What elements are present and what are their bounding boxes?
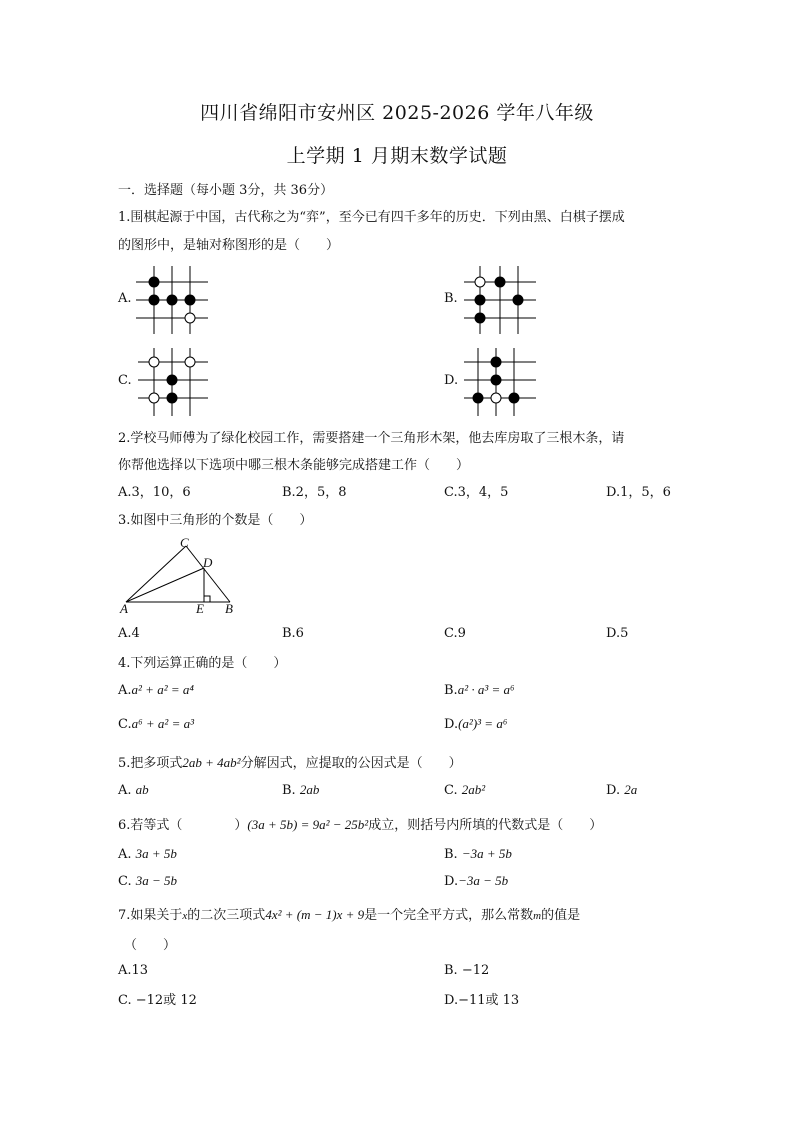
q1-option-b-label: B. xyxy=(444,291,458,306)
q5-option-b: B. 2ab xyxy=(282,782,320,798)
q4-option-b: B.a² · a³ = a⁶ xyxy=(444,682,515,698)
q2-option-c: C.3，4，5 xyxy=(444,485,509,500)
q5-option-a: A. ab xyxy=(118,782,149,798)
q7-stem: 7.如果关于x的二次三项式4x² + (m − 1)x + 9是一个完全平方式，那么常数m的值是 xyxy=(118,907,581,923)
label-c: C xyxy=(180,535,189,550)
label-b: B xyxy=(225,601,233,616)
q7-option-b: B. −12 xyxy=(444,963,490,978)
q3-option-d: D.5 xyxy=(606,626,629,641)
q6-stem: 6.若等式（ ）(3a + 5b) = 9a² − 25b²成立，则括号内所填的代数式是（ ） xyxy=(118,817,603,833)
label-e: E xyxy=(196,601,204,616)
q7-option-d: D.−11或 13 xyxy=(444,993,520,1008)
go-board-d xyxy=(462,346,538,418)
q6-option-b: B. −3a + 5b xyxy=(444,846,512,862)
label-a: A xyxy=(120,601,128,616)
q2-stem-line1: 2.学校马师傅为了绿化校园工作，需要搭建一个三角形木架，他去库房取了三根木条，请 xyxy=(118,431,625,446)
q6-option-d: D.−3a − 5b xyxy=(444,873,509,889)
q5-option-c: C. 2ab² xyxy=(444,782,486,798)
title-line-1: 四川省绵阳市安州区 2025-2026 学年八年级 xyxy=(200,102,594,124)
section-heading: 一．选择题（每小题 3分，共 36分） xyxy=(118,183,334,198)
label-d: D xyxy=(203,555,213,570)
q1-stem-line1: 1.围棋起源于中国，古代称之为“弈”，至今已有四千多年的历史．下列由黑、白棋子摆成 xyxy=(118,210,625,225)
q3-option-c: C.9 xyxy=(444,626,466,641)
q7-option-a: A.13 xyxy=(118,963,149,978)
q1-option-a-label: A. xyxy=(118,291,132,306)
q1-stem-line2: 的图形中，是轴对称图形的是（ ） xyxy=(118,238,340,253)
go-board-b xyxy=(462,264,538,336)
q4-stem: 4.下列运算正确的是（ ） xyxy=(118,656,287,671)
q2-option-a: A.3，10，6 xyxy=(118,485,191,500)
q5-option-d: D. 2a xyxy=(606,782,638,798)
q6-option-c: C. 3a − 5b xyxy=(118,873,178,889)
q3-option-a: A.4 xyxy=(118,626,140,641)
q7-answer-bracket: （ ） xyxy=(124,938,177,953)
q6-option-a: A. 3a + 5b xyxy=(118,846,177,862)
q2-option-b: B.2，5，8 xyxy=(282,485,347,500)
q4-option-a: A.a² + a² = a⁴ xyxy=(118,682,194,698)
q4-option-d: D.(a²)³ = a⁶ xyxy=(444,716,508,732)
q7-option-c: C. −12或 12 xyxy=(118,993,197,1008)
title-line-2: 上学期 1 月期末数学试题 xyxy=(286,145,508,167)
q3-stem: 3.如图中三角形的个数是（ ） xyxy=(118,513,313,528)
go-board-c xyxy=(136,346,210,418)
go-board-a xyxy=(134,264,210,336)
q1-option-d-label: D. xyxy=(444,373,459,388)
q4-option-c: C.a⁶ + a² = a³ xyxy=(118,716,194,732)
q2-stem-line2: 你帮他选择以下选项中哪三根木条能够完成搭建工作（ ） xyxy=(118,458,470,473)
q3-option-b: B.6 xyxy=(282,626,304,641)
q5-stem: 5.把多项式2ab + 4ab²分解因式，应提取的公因式是（ ） xyxy=(118,755,462,771)
q2-option-d: D.1，5，6 xyxy=(606,485,671,500)
q1-option-c-label: C. xyxy=(118,373,132,388)
